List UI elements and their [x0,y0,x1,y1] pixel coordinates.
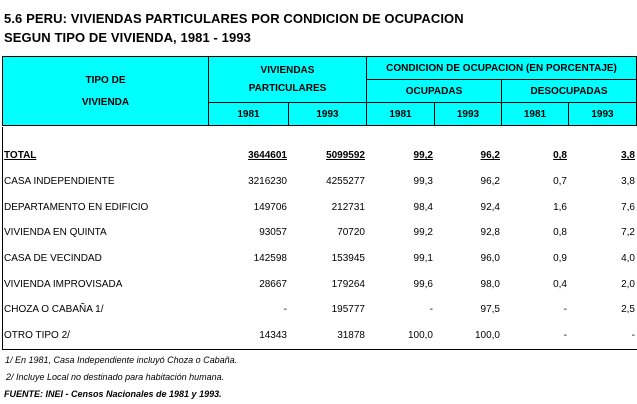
row-label: TOTAL [4,150,37,162]
table-row [3,271,637,297]
cell-o1993: 92,8 [480,227,500,239]
header-year: 1993 [289,103,367,126]
cell-v1981: 28667 [259,278,287,290]
header-year: 1981 [502,103,569,126]
cell-v1981: 93057 [259,227,287,239]
cell-d1981: 0,8 [553,150,567,162]
header-ocupadas: OCUPADAS [367,80,502,103]
page-title [4,9,464,47]
header-year: 1993 [569,103,637,126]
source-note: FUENTE: INEI - Censos Nacionales de 1981 y 1993. [4,389,222,399]
table-row [3,246,637,272]
cell-o1993: 92,4 [480,201,500,213]
row-label: CHOZA O CABAÑA 1/ [4,304,104,316]
cell-d1993: 7,2 [621,227,635,239]
table-row [3,297,637,323]
total-row [3,143,637,169]
header-desocupadas: DESOCUPADAS [502,80,637,103]
cell-o1993: 100,0 [474,330,500,342]
cell-o1993: 98,0 [480,278,500,290]
row-label: CASA DE VECINDAD [4,253,102,265]
header-tipo-vivienda: TIPO DE VIVIENDA [3,57,209,126]
cell-v1981: 3644601 [248,150,287,162]
cell-o1981: 99,2 [413,150,433,162]
table-row [3,323,637,349]
cell-d1993: 3,8 [621,150,635,162]
cell-o1981: 100,0 [407,330,433,342]
cell-d1981: 0,9 [553,253,567,265]
cell-o1981: 99,2 [413,227,433,239]
cell-d1981: 0,7 [553,176,567,188]
cell-v1981: 14343 [259,330,287,342]
cell-o1981: 99,3 [413,176,433,188]
header-year: 1993 [435,103,502,126]
row-label: VIVIENDA EN QUINTA [4,227,107,239]
cell-v1981: - [283,304,287,316]
row-label: VIVIENDA IMPROVISADA [4,278,123,290]
cell-o1993: 96,0 [480,253,500,265]
cell-o1981: 99,6 [413,278,433,290]
cell-o1993: 96,2 [480,176,500,188]
header-viviendas-particulares: VIVIENDAS PARTICULARES [209,57,367,103]
cell-d1981: - [563,304,567,316]
header-condicion: CONDICION DE OCUPACION (EN PORCENTAJE) [367,57,637,80]
cell-d1981: - [563,330,567,342]
cell-v1993: 31878 [337,330,365,342]
footnote-1: 1/ En 1981, Casa Independiente incluyó Choza o Cabaña. [5,355,238,365]
cell-o1993: 97,5 [480,304,500,316]
row-label: DEPARTAMENTO EN EDIFICIO [4,201,149,213]
row-label: CASA INDEPENDIENTE [4,176,115,188]
data-table [3,143,637,349]
cell-v1993: 70720 [337,227,365,239]
cell-v1981: 3216230 [248,176,287,188]
cell-d1981: 0,8 [553,227,567,239]
cell-d1993: 7,6 [621,201,635,213]
cell-o1981: 98,4 [413,201,433,213]
cell-d1993: - [631,330,635,342]
table-row [3,169,637,195]
cell-v1993: 179264 [331,278,365,290]
cell-v1993: 153945 [331,253,365,265]
cell-v1981: 142598 [253,253,287,265]
cell-d1993: 2,5 [621,304,635,316]
header-year: 1981 [209,103,289,126]
table-body [2,127,637,350]
cell-v1981: 149706 [253,201,287,213]
cell-d1993: 3,8 [621,176,635,188]
cell-v1993: 5099592 [326,150,365,162]
footnotes [4,352,237,403]
cell-v1993: 212731 [331,201,365,213]
footnote-2: 2/ Incluye Local no destinado para habitación humana. [6,372,225,382]
row-label: OTRO TIPO 2/ [4,330,70,342]
title-line-2: SEGUN TIPO DE VIVIENDA, 1981 - 1993 [4,30,251,45]
header-year: 1981 [367,103,435,126]
table-header [2,56,637,126]
table-row [3,194,637,220]
cell-v1993: 4255277 [326,176,365,188]
cell-o1981: - [429,304,433,316]
table-row [3,220,637,246]
cell-d1981: 0,4 [553,278,567,290]
cell-v1993: 195777 [331,304,365,316]
cell-o1993: 96,2 [480,150,500,162]
cell-d1993: 4,0 [621,253,635,265]
cell-o1981: 99,1 [413,253,433,265]
cell-d1993: 2,0 [621,278,635,290]
title-line-1: 5.6 PERU: VIVIENDAS PARTICULARES POR CONDICION DE OCUPACION [4,11,464,26]
cell-d1981: 1,6 [553,201,567,213]
